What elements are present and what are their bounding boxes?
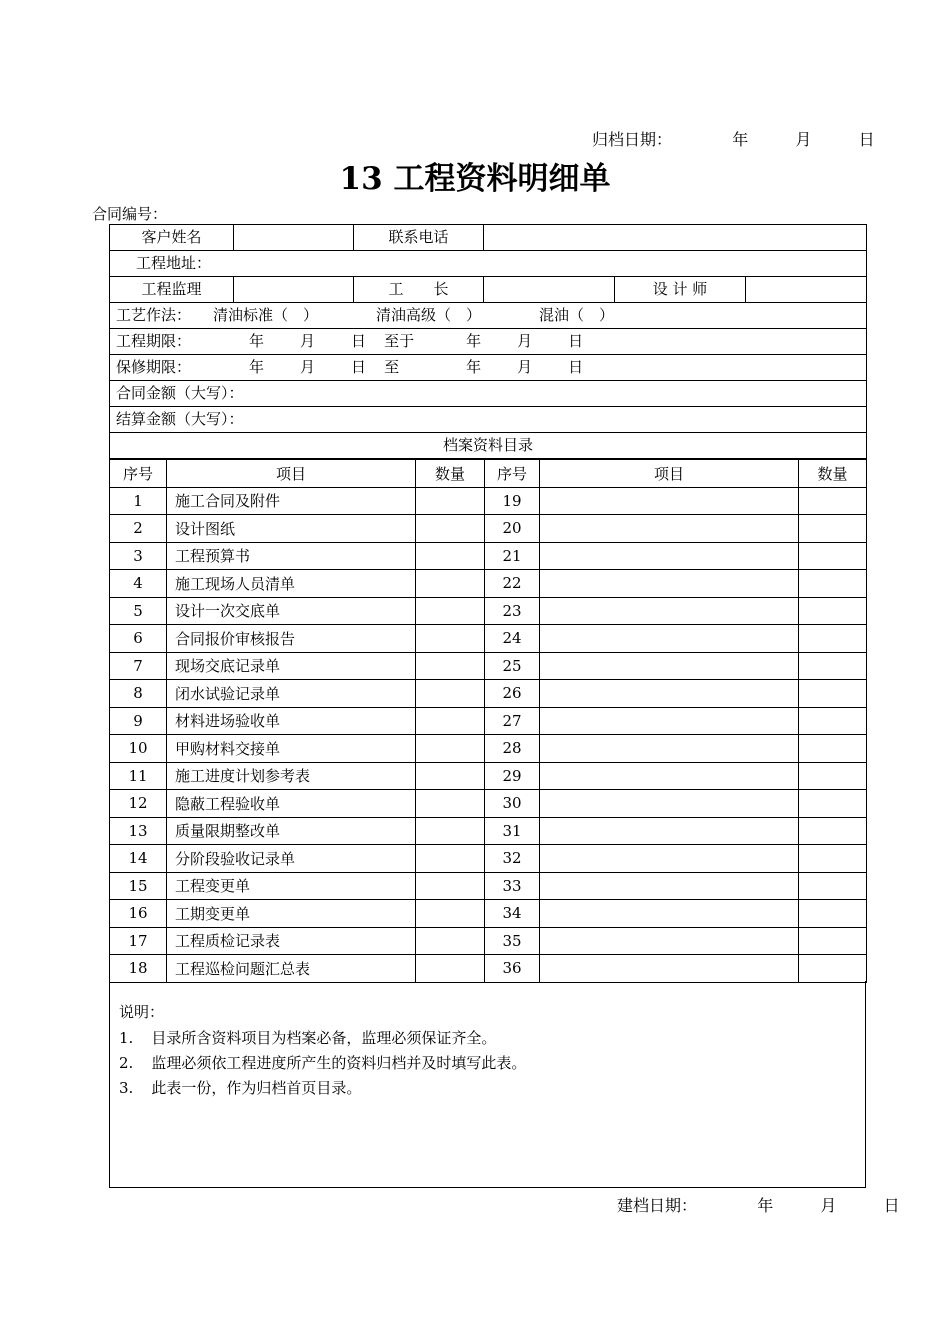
warranty-start-year: 年 bbox=[249, 358, 265, 376]
col-no-left: 序号 bbox=[110, 460, 167, 488]
row-qty-right[interactable] bbox=[799, 542, 867, 570]
row-no-left: 8 bbox=[110, 680, 167, 708]
build-date bbox=[617, 1193, 900, 1216]
table-row bbox=[110, 542, 867, 570]
row-qty-left[interactable] bbox=[416, 955, 485, 983]
archive-date-label: 归档日期： bbox=[592, 130, 673, 149]
row-qty-left[interactable] bbox=[416, 735, 485, 763]
table-row bbox=[110, 735, 867, 763]
row-qty-left[interactable] bbox=[416, 625, 485, 653]
row-qty-left[interactable] bbox=[416, 487, 485, 515]
contract-amount-label[interactable]: 合同金额（大写）： bbox=[110, 381, 867, 407]
row-qty-left[interactable] bbox=[416, 597, 485, 625]
warranty-end-year: 年 bbox=[466, 358, 482, 376]
customer-row bbox=[110, 225, 867, 251]
row-no-right: 23 bbox=[485, 597, 540, 625]
row-no-left: 9 bbox=[110, 707, 167, 735]
archive-date bbox=[592, 127, 875, 150]
contract-amount-row bbox=[110, 381, 867, 407]
period-start-month: 月 bbox=[300, 332, 316, 350]
row-no-right: 20 bbox=[485, 515, 540, 543]
row-qty-left[interactable] bbox=[416, 515, 485, 543]
archive-month: 月 bbox=[795, 130, 812, 149]
table-row bbox=[110, 872, 867, 900]
warranty-start-day: 日 bbox=[351, 358, 367, 376]
row-no-right: 35 bbox=[485, 927, 540, 955]
row-no-right: 28 bbox=[485, 735, 540, 763]
build-date-label: 建档日期： bbox=[617, 1196, 698, 1215]
row-no-left: 13 bbox=[110, 817, 167, 845]
col-item-right: 项目 bbox=[540, 460, 799, 488]
note-text: 监理必须依工程进度所产生的资料归档并及时填写此表。 bbox=[151, 1054, 527, 1072]
period-start-day: 日 bbox=[351, 332, 367, 350]
row-item-right[interactable] bbox=[540, 845, 799, 873]
row-qty-right[interactable] bbox=[799, 955, 867, 983]
row-no-left: 2 bbox=[110, 515, 167, 543]
row-item-right[interactable] bbox=[540, 762, 799, 790]
row-qty-right[interactable] bbox=[799, 900, 867, 928]
row-item-right[interactable] bbox=[540, 817, 799, 845]
catalog-table bbox=[109, 459, 867, 983]
catalog-title: 档案资料目录 bbox=[110, 433, 867, 459]
notes-label: 说明： bbox=[119, 1003, 165, 1021]
row-qty-right[interactable] bbox=[799, 487, 867, 515]
archive-year: 年 bbox=[732, 130, 749, 149]
row-qty-right[interactable] bbox=[799, 872, 867, 900]
phone-field[interactable] bbox=[484, 225, 867, 251]
col-qty-left: 数量 bbox=[416, 460, 485, 488]
row-no-right: 34 bbox=[485, 900, 540, 928]
row-item-right[interactable] bbox=[540, 652, 799, 680]
row-qty-left[interactable] bbox=[416, 817, 485, 845]
row-qty-left[interactable] bbox=[416, 790, 485, 818]
note-text: 此表一份，作为归档首页目录。 bbox=[151, 1079, 362, 1097]
process-option-advanced[interactable]: 清油高级（ ） bbox=[376, 306, 482, 324]
table-row bbox=[110, 680, 867, 708]
address-row bbox=[110, 251, 867, 277]
warranty-label: 保修期限： bbox=[116, 358, 192, 376]
row-qty-left[interactable] bbox=[416, 542, 485, 570]
warranty-end-month: 月 bbox=[517, 358, 533, 376]
warranty-end-day: 日 bbox=[568, 358, 584, 376]
supervisor-field[interactable] bbox=[234, 277, 354, 303]
table-row bbox=[110, 707, 867, 735]
row-item-right[interactable] bbox=[540, 570, 799, 598]
warranty-start-month: 月 bbox=[300, 358, 316, 376]
note-item-2 bbox=[119, 1052, 526, 1073]
row-item-left: 质量限期整改单 bbox=[167, 817, 416, 845]
row-qty-right[interactable] bbox=[799, 927, 867, 955]
row-no-left: 12 bbox=[110, 790, 167, 818]
period-end-year: 年 bbox=[466, 332, 482, 350]
row-item-right[interactable] bbox=[540, 542, 799, 570]
row-item-right[interactable] bbox=[540, 515, 799, 543]
note-num: 2. bbox=[119, 1054, 134, 1072]
col-no-right: 序号 bbox=[485, 460, 540, 488]
note-text: 目录所含资料项目为档案必备，监理必须保证齐全。 bbox=[151, 1029, 497, 1047]
row-item-left: 施工合同及附件 bbox=[167, 487, 416, 515]
row-item-right[interactable] bbox=[540, 900, 799, 928]
row-item-right[interactable] bbox=[540, 487, 799, 515]
period-cell[interactable] bbox=[110, 329, 867, 355]
period-row bbox=[110, 329, 867, 355]
table-row bbox=[110, 515, 867, 543]
foreman-label: 工 长 bbox=[354, 277, 484, 303]
row-item-right[interactable] bbox=[540, 872, 799, 900]
archive-day: 日 bbox=[858, 130, 875, 149]
table-row bbox=[110, 487, 867, 515]
row-item-left: 设计一次交底单 bbox=[167, 597, 416, 625]
row-item-left: 隐蔽工程验收单 bbox=[167, 790, 416, 818]
row-no-right: 22 bbox=[485, 570, 540, 598]
process-label: 工艺作法： bbox=[116, 306, 192, 324]
build-year: 年 bbox=[757, 1196, 774, 1215]
period-end-day: 日 bbox=[568, 332, 584, 350]
col-qty-right: 数量 bbox=[799, 460, 867, 488]
row-item-left: 工程变更单 bbox=[167, 872, 416, 900]
row-item-left: 材料进场验收单 bbox=[167, 707, 416, 735]
row-no-right: 31 bbox=[485, 817, 540, 845]
row-no-right: 30 bbox=[485, 790, 540, 818]
catalog-header-row bbox=[110, 460, 867, 488]
row-qty-right[interactable] bbox=[799, 652, 867, 680]
settlement-amount-label[interactable]: 结算金额（大写）： bbox=[110, 407, 867, 433]
row-no-right: 29 bbox=[485, 762, 540, 790]
table-row bbox=[110, 900, 867, 928]
note-num: 3. bbox=[119, 1079, 134, 1097]
table-row bbox=[110, 845, 867, 873]
page-title: 13 工程资料明细单 bbox=[339, 161, 611, 197]
row-item-left: 工程巡检问题汇总表 bbox=[167, 955, 416, 983]
process-cell[interactable] bbox=[110, 303, 867, 329]
col-item-left: 项目 bbox=[167, 460, 416, 488]
period-start-year: 年 bbox=[249, 332, 265, 350]
row-qty-left[interactable] bbox=[416, 707, 485, 735]
row-no-right: 36 bbox=[485, 955, 540, 983]
table-row bbox=[110, 762, 867, 790]
note-num: 1. bbox=[119, 1029, 134, 1047]
build-day: 日 bbox=[883, 1196, 900, 1215]
row-qty-left[interactable] bbox=[416, 845, 485, 873]
row-item-left: 工程预算书 bbox=[167, 542, 416, 570]
row-qty-right[interactable] bbox=[799, 845, 867, 873]
catalog-body bbox=[110, 487, 867, 982]
row-item-right[interactable] bbox=[540, 790, 799, 818]
info-form bbox=[109, 224, 867, 459]
note-item-1 bbox=[119, 1027, 496, 1048]
supervisor-label: 工程监理 bbox=[110, 277, 234, 303]
row-item-left: 施工进度计划参考表 bbox=[167, 762, 416, 790]
row-no-left: 5 bbox=[110, 597, 167, 625]
row-item-left: 施工现场人员清单 bbox=[167, 570, 416, 598]
period-until: 至于 bbox=[384, 332, 415, 350]
process-option-standard[interactable]: 清油标准（ ） bbox=[213, 306, 319, 324]
row-no-left: 14 bbox=[110, 845, 167, 873]
table-row bbox=[110, 817, 867, 845]
row-no-left: 7 bbox=[110, 652, 167, 680]
row-qty-left[interactable] bbox=[416, 652, 485, 680]
row-qty-right[interactable] bbox=[799, 790, 867, 818]
row-qty-right[interactable] bbox=[799, 680, 867, 708]
settlement-amount-row bbox=[110, 407, 867, 433]
row-qty-left[interactable] bbox=[416, 900, 485, 928]
table-row bbox=[110, 625, 867, 653]
row-item-right[interactable] bbox=[540, 735, 799, 763]
row-no-left: 17 bbox=[110, 927, 167, 955]
customer-name-field[interactable] bbox=[234, 225, 354, 251]
period-label: 工程期限： bbox=[116, 332, 192, 350]
row-no-right: 21 bbox=[485, 542, 540, 570]
period-end-month: 月 bbox=[517, 332, 533, 350]
row-item-left: 分阶段验收记录单 bbox=[167, 845, 416, 873]
row-qty-left[interactable] bbox=[416, 927, 485, 955]
row-qty-left[interactable] bbox=[416, 762, 485, 790]
row-item-right[interactable] bbox=[540, 597, 799, 625]
row-qty-left[interactable] bbox=[416, 570, 485, 598]
row-no-left: 16 bbox=[110, 900, 167, 928]
row-no-left: 11 bbox=[110, 762, 167, 790]
contract-no-label: 合同编号： bbox=[92, 205, 168, 223]
row-qty-right[interactable] bbox=[799, 817, 867, 845]
row-no-right: 32 bbox=[485, 845, 540, 873]
designer-label: 设 计 师 bbox=[615, 277, 746, 303]
row-no-left: 1 bbox=[110, 487, 167, 515]
table-row bbox=[110, 955, 867, 983]
customer-name-label: 客户姓名 bbox=[110, 225, 234, 251]
row-no-right: 19 bbox=[485, 487, 540, 515]
note-item-3 bbox=[119, 1077, 361, 1098]
row-no-left: 3 bbox=[110, 542, 167, 570]
table-row bbox=[110, 790, 867, 818]
notes-box bbox=[109, 981, 866, 1188]
row-item-left: 闭水试验记录单 bbox=[167, 680, 416, 708]
phone-label: 联系电话 bbox=[354, 225, 484, 251]
row-no-left: 10 bbox=[110, 735, 167, 763]
table-row bbox=[110, 927, 867, 955]
warranty-until: 至 bbox=[384, 358, 400, 376]
row-no-right: 24 bbox=[485, 625, 540, 653]
catalog-title-row bbox=[110, 433, 867, 459]
process-option-mixed[interactable]: 混油（ ） bbox=[539, 306, 615, 324]
warranty-row bbox=[110, 355, 867, 381]
row-qty-right[interactable] bbox=[799, 762, 867, 790]
process-row bbox=[110, 303, 867, 329]
row-item-left: 工期变更单 bbox=[167, 900, 416, 928]
table-row bbox=[110, 597, 867, 625]
row-item-left: 合同报价审核报告 bbox=[167, 625, 416, 653]
row-item-left: 甲购材料交接单 bbox=[167, 735, 416, 763]
designer-field[interactable] bbox=[746, 277, 867, 303]
row-qty-right[interactable] bbox=[799, 515, 867, 543]
address-label[interactable]: 工程地址： bbox=[110, 251, 867, 277]
row-item-right[interactable] bbox=[540, 625, 799, 653]
foreman-field[interactable] bbox=[484, 277, 615, 303]
row-item-right[interactable] bbox=[540, 927, 799, 955]
row-no-right: 33 bbox=[485, 872, 540, 900]
row-item-left: 现场交底记录单 bbox=[167, 652, 416, 680]
row-no-left: 15 bbox=[110, 872, 167, 900]
row-item-right[interactable] bbox=[540, 955, 799, 983]
table-row bbox=[110, 570, 867, 598]
staff-row bbox=[110, 277, 867, 303]
row-qty-right[interactable] bbox=[799, 735, 867, 763]
row-qty-left[interactable] bbox=[416, 680, 485, 708]
row-qty-right[interactable] bbox=[799, 597, 867, 625]
row-qty-right[interactable] bbox=[799, 707, 867, 735]
row-item-right[interactable] bbox=[540, 707, 799, 735]
row-no-left: 4 bbox=[110, 570, 167, 598]
row-qty-right[interactable] bbox=[799, 625, 867, 653]
row-no-right: 27 bbox=[485, 707, 540, 735]
warranty-cell[interactable] bbox=[110, 355, 867, 381]
row-qty-left[interactable] bbox=[416, 872, 485, 900]
build-month: 月 bbox=[820, 1196, 837, 1215]
row-no-left: 18 bbox=[110, 955, 167, 983]
row-no-left: 6 bbox=[110, 625, 167, 653]
row-item-left: 设计图纸 bbox=[167, 515, 416, 543]
row-item-left: 工程质检记录表 bbox=[167, 927, 416, 955]
row-qty-right[interactable] bbox=[799, 570, 867, 598]
table-row bbox=[110, 652, 867, 680]
row-no-right: 25 bbox=[485, 652, 540, 680]
row-no-right: 26 bbox=[485, 680, 540, 708]
row-item-right[interactable] bbox=[540, 680, 799, 708]
